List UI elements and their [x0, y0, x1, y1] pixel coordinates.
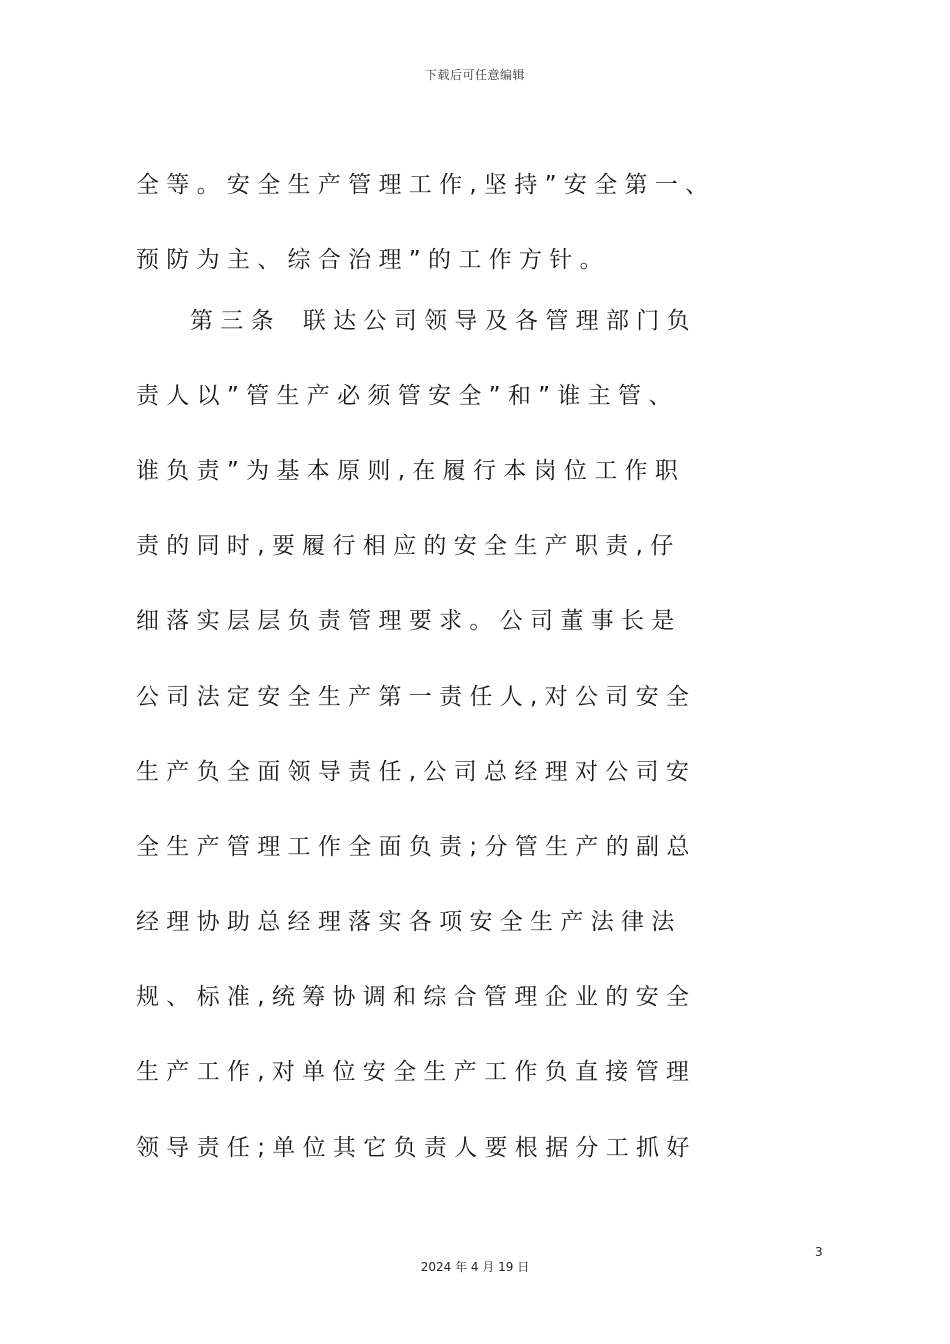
footer-date: 2024 年 4 月 19 日 [420, 1260, 530, 1274]
page-header: 下载后可任意编辑 [424, 68, 525, 82]
text-line: 生 产 工 作 , 对 单 位 安 全 生 产 工 作 负 直 接 管 理 [136, 1059, 689, 1085]
text-line: 全 生 产 管 理 工 作 全 面 负 责 ; 分 管 生 产 的 副 总 [136, 834, 690, 860]
text-line: 预 防 为 主 、 综 合 治 理 ” 的 工 作 方 针 。 [136, 247, 603, 273]
text-line: 细 落 实 层 层 负 责 管 理 要 求 。 公 司 董 事 长 是 [136, 608, 675, 634]
text-line: 责 的 同 时 , 要 履 行 相 应 的 安 全 生 产 职 责 , 仔 [136, 533, 674, 559]
text-line: 领 导 责 任 ; 单 位 其 它 负 责 人 要 根 据 分 工 抓 好 [136, 1135, 690, 1161]
text-line: 公 司 法 定 安 全 生 产 第 一 责 任 人 , 对 公 司 安 全 [136, 684, 689, 710]
text-line: 经 理 协 助 总 经 理 落 实 各 项 安 全 生 产 法 律 法 [136, 909, 675, 935]
text-line: 谁 负 责 ” 为 基 本 原 则 , 在 履 行 本 岗 位 工 作 职 [136, 458, 678, 484]
text-line: 责 人 以 ” 管 生 产 必 须 管 安 全 ” 和 ” 谁 主 管 、 [136, 383, 672, 409]
text-line: 生 产 负 全 面 领 导 责 任 , 公 司 总 经 理 对 公 司 安 [136, 759, 689, 785]
text-line: 规 、 标 准 , 统 筹 协 调 和 综 合 管 理 企 业 的 安 全 [136, 984, 689, 1010]
page-number: 3 [815, 1245, 823, 1259]
text-line: 第 三 条 联 达 公 司 领 导 及 各 管 理 部 门 负 [190, 308, 690, 334]
text-line: 全 等 。 安 全 生 产 管 理 工 作 , 坚 持 ” 安 全 第 一 、 [136, 172, 709, 198]
